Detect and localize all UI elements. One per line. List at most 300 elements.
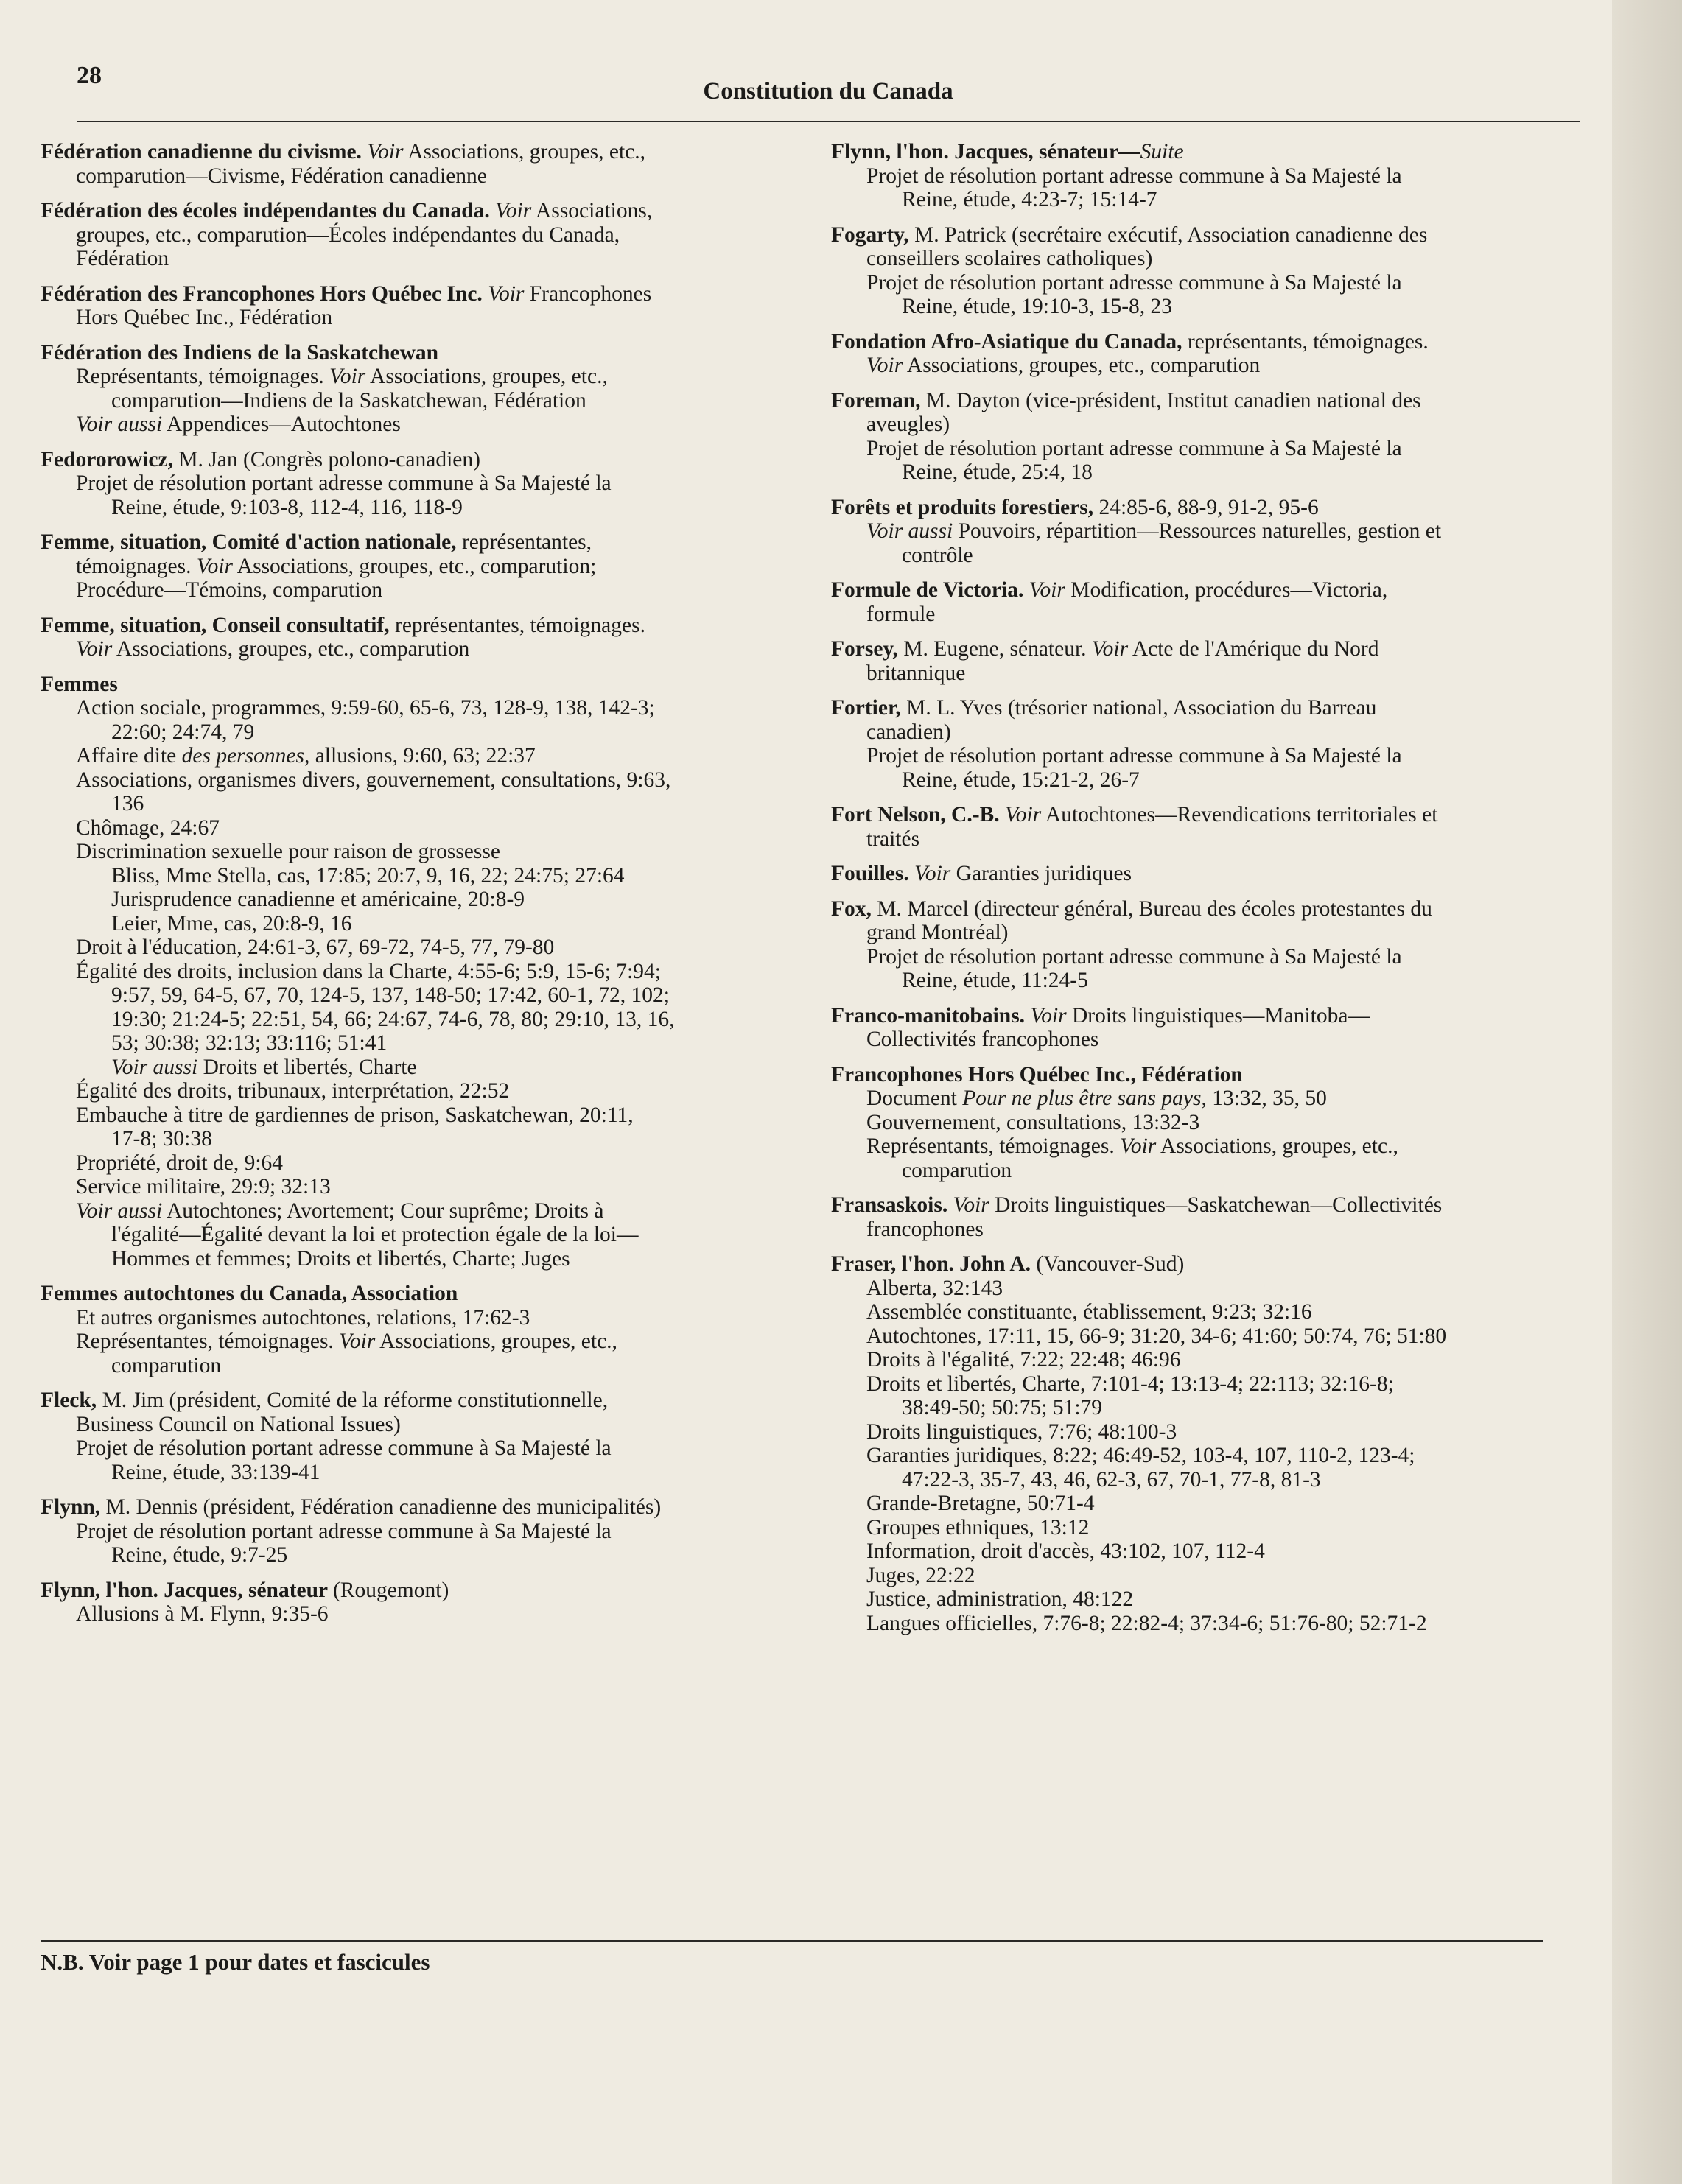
entry-text: Projet de résolution portant adresse commune à Sa Majesté la xyxy=(866,944,1402,969)
index-entry xyxy=(41,448,814,520)
index-entry xyxy=(831,578,1577,626)
index-entry-line xyxy=(41,983,814,1008)
index-entry-line xyxy=(831,1564,1577,1588)
index-entry-line xyxy=(41,1103,814,1128)
index-entry-line xyxy=(831,827,1577,852)
index-entry-line xyxy=(831,1086,1577,1111)
entry-text: Grande-Bretagne, 50:71-4 xyxy=(866,1492,1095,1515)
index-entry-line xyxy=(831,921,1577,945)
entry-heading-text: Formule de Victoria. xyxy=(831,578,1029,602)
index-entry-line xyxy=(831,164,1577,189)
cross-reference-text: Voir xyxy=(1091,637,1129,661)
entry-text: Projet de résolution portant adresse commune à Sa Majesté la xyxy=(76,1519,612,1543)
entry-heading-text: Fransaskois. xyxy=(831,1193,953,1217)
index-entry-heading-line xyxy=(41,1282,814,1306)
index-entry xyxy=(41,140,814,188)
index-entry-line xyxy=(831,412,1577,437)
entry-text: comparution—Civisme, Fédération canadienne xyxy=(76,164,487,188)
entry-text: Projet de résolution portant adresse commune à Sa Majesté la xyxy=(866,744,1402,768)
index-entry-heading-line xyxy=(831,389,1577,413)
entry-heading-text: Fédération canadienne du civisme. xyxy=(41,140,368,164)
index-entry-heading-line xyxy=(831,637,1577,661)
entry-text: Embauche à titre de gardiennes de prison, Saskatchewan, 20:11, xyxy=(76,1103,634,1127)
page-number: 28 xyxy=(77,62,102,89)
entry-text: Fédération xyxy=(76,247,169,270)
entry-text: l'égalité—Égalité devant la loi et protection égale de la loi— xyxy=(111,1223,639,1246)
index-entry-line xyxy=(831,1587,1577,1612)
entry-heading-text: Femmes xyxy=(41,672,118,696)
index-entry xyxy=(41,1282,814,1377)
cross-reference-text: Voir xyxy=(1030,1003,1067,1028)
entry-text: Associations, groupes, etc., comparution xyxy=(903,354,1261,377)
entry-text: Associations, groupes, etc., comparution; xyxy=(233,554,597,578)
index-entry xyxy=(831,1252,1577,1635)
cross-reference-text: Voir xyxy=(367,140,404,164)
entry-text: 19:30; 21:24-5; 22:51, 54, 66; 24:67, 74-6, 78, 80; 29:10, 13, 16, xyxy=(111,1007,675,1031)
entry-text: aveugles) xyxy=(866,412,950,436)
entry-text: Procédure—Témoins, comparution xyxy=(76,578,383,602)
entry-text: Droit à l'éducation, 24:61-3, 67, 69-72, 74-5, 77, 79-80 xyxy=(76,935,555,959)
entry-text: Bliss, Mme Stella, cas, 17:85; 20:7, 9, 16, 22; 24:75; 27:64 xyxy=(111,863,625,888)
entry-text: Reine, étude, 4:23-7; 15:14-7 xyxy=(902,188,1157,211)
entry-text: Discrimination sexuelle pour raison de grossesse xyxy=(76,840,500,863)
index-entry xyxy=(831,1004,1577,1052)
entry-text: Droits linguistiques—Manitoba— xyxy=(1066,1003,1370,1028)
entry-text: 22:60; 24:74, 79 xyxy=(111,720,255,744)
index-entry-line xyxy=(41,888,814,912)
entry-text: comparution xyxy=(902,1158,1012,1182)
index-entry-line xyxy=(41,555,814,579)
index-entry-line xyxy=(41,164,814,189)
index-entry xyxy=(41,530,814,603)
cross-reference-text: Voir xyxy=(196,554,234,578)
index-entry-line xyxy=(831,544,1577,568)
index-entry-line xyxy=(41,365,814,389)
index-entry-line xyxy=(831,1300,1577,1324)
entry-text: Acte de l'Amérique du Nord xyxy=(1128,637,1379,661)
entry-text: Associations, xyxy=(531,199,653,222)
index-entry-line xyxy=(41,696,814,720)
cross-reference-text: Voir xyxy=(1120,1134,1157,1158)
entry-text: 24:85-6, 88-9, 91-2, 95-6 xyxy=(1098,495,1319,519)
index-entry-heading-line xyxy=(41,530,814,555)
entry-text: Droits et libertés, Charte, 7:101-4; 13:13-4; 22:113; 32:16-8; xyxy=(866,1372,1394,1396)
index-entry-line xyxy=(831,1444,1577,1468)
index-column-right xyxy=(831,140,1577,1646)
entry-heading-text: Forêts et produits forestiers, xyxy=(831,495,1099,519)
cross-reference-text: Voir xyxy=(914,862,951,885)
index-entry-line xyxy=(41,496,814,520)
index-entry xyxy=(831,803,1577,851)
cross-reference-text: Voir xyxy=(1004,803,1042,826)
entry-text: Hommes et femmes; Droits et libertés, Charte; Juges xyxy=(111,1246,570,1271)
entry-heading-text: Fleck, xyxy=(41,1388,102,1412)
cross-reference-text: Voir aussi xyxy=(866,519,953,543)
index-entry-heading-line xyxy=(41,1388,814,1413)
cross-reference-text: Voir xyxy=(76,637,113,661)
entry-text: Allusions à M. Flynn, 9:35-6 xyxy=(76,1602,329,1626)
entry-text: comparution xyxy=(111,1353,222,1377)
index-entry-line xyxy=(41,1436,814,1461)
index-column-left xyxy=(41,140,814,1637)
entry-text: Associations, organismes divers, gouvernement, consultations, 9:63, xyxy=(76,768,671,792)
index-entry-line xyxy=(41,223,814,247)
cross-reference-text: Voir aussi xyxy=(76,412,163,436)
entry-text: 53; 30:38; 32:13; 33:116; 51:41 xyxy=(111,1031,388,1055)
index-entry-line xyxy=(41,1354,814,1378)
index-entry-line xyxy=(831,1420,1577,1444)
cross-reference-text: Pour ne plus être sans pays, xyxy=(962,1086,1207,1110)
index-entry xyxy=(831,223,1577,319)
entry-text: canadien) xyxy=(866,720,951,744)
entry-text: contrôle xyxy=(902,543,973,567)
entry-text: Associations, groupes, etc., xyxy=(375,1330,617,1353)
entry-text: Projet de résolution portant adresse commune à Sa Majesté la xyxy=(76,471,612,495)
entry-text: M. Eugene, sénateur. xyxy=(903,637,1092,661)
index-entry-line xyxy=(831,1372,1577,1397)
index-entry-heading-line xyxy=(41,448,814,472)
index-entry-line xyxy=(41,840,814,864)
entry-heading-text: Fortier, xyxy=(831,696,907,720)
cross-reference-text: des personnes, xyxy=(181,744,310,768)
entry-text: Service militaire, 29:9; 32:13 xyxy=(76,1175,331,1198)
entry-text: Groupes ethniques, 13:12 xyxy=(866,1515,1090,1539)
entry-heading-text: Flynn, l'hon. Jacques, sénateur— xyxy=(831,140,1140,164)
index-entry-line xyxy=(41,1008,814,1032)
index-entry-heading-line xyxy=(41,341,814,365)
entry-text: Associations, groupes, etc., xyxy=(365,365,608,388)
index-entry-heading-line xyxy=(831,223,1577,247)
cross-reference-text: Voir xyxy=(1029,578,1065,602)
entry-text: M. Dennis (président, Fédération canadienne des municipalités) xyxy=(105,1495,662,1519)
index-entry-line xyxy=(41,412,814,437)
entry-text: représentantes, témoignages. xyxy=(395,613,645,637)
index-entry-line xyxy=(41,1330,814,1354)
index-entry-line xyxy=(41,792,814,816)
entry-text: Document xyxy=(866,1086,963,1110)
index-entry-line xyxy=(831,1396,1577,1420)
entry-text: représentants, témoignages. xyxy=(1187,329,1429,354)
index-entry-heading-line xyxy=(831,1063,1577,1087)
entry-heading-text: Fraser, l'hon. John A. xyxy=(831,1252,1037,1276)
index-entry-heading-line xyxy=(41,140,814,164)
index-entry-heading-line xyxy=(41,282,814,306)
index-entry-line xyxy=(41,744,814,768)
entry-text: Langues officielles, 7:76-8; 22:82-4; 37:34-6; 51:76-80; 52:71-2 xyxy=(866,1611,1427,1635)
entry-text: Reine, étude, 9:103-8, 112-4, 116, 118-9 xyxy=(111,495,463,519)
index-entry-line xyxy=(41,1031,814,1056)
index-entry-line xyxy=(41,1151,814,1176)
cross-reference-text: Voir xyxy=(495,199,532,222)
entry-text: Collectivités francophones xyxy=(866,1028,1099,1051)
index-entry-line xyxy=(831,661,1577,686)
entry-text: témoignages. xyxy=(76,554,197,578)
entry-text: 47:22-3, 35-7, 43, 46, 62-3, 67, 70-1, 77-8, 81-3 xyxy=(902,1467,1321,1492)
entry-text: 38:49-50; 50:75; 51:79 xyxy=(902,1396,1103,1419)
entry-text: Reine, étude, 25:4, 18 xyxy=(902,460,1093,484)
index-entry-line xyxy=(831,945,1577,969)
cross-reference-text: Voir xyxy=(329,365,366,388)
index-entry-line xyxy=(41,768,814,793)
index-entry xyxy=(831,1063,1577,1183)
cross-reference-text: Suite xyxy=(1140,140,1184,164)
entry-text: Business Council on National Issues) xyxy=(76,1412,401,1436)
entry-text: Francophones xyxy=(524,281,652,306)
index-entry-line xyxy=(41,1079,814,1103)
index-entry-heading-line xyxy=(831,330,1577,354)
index-entry-heading-line xyxy=(831,140,1577,164)
entry-heading-text: Fogarty, xyxy=(831,222,915,247)
entry-text: Associations, groupes, etc., xyxy=(1156,1134,1398,1158)
index-entry xyxy=(41,1495,814,1567)
entry-text: Droits à l'égalité, 7:22; 22:48; 46:96 xyxy=(866,1348,1181,1372)
entry-text: Reine, étude, 19:10-3, 15-8, 23 xyxy=(902,295,1173,318)
index-entry-heading-line xyxy=(831,696,1577,720)
index-entry xyxy=(831,862,1577,886)
entry-heading-text: Fondation Afro-Asiatique du Canada, xyxy=(831,329,1188,354)
entry-text: Égalité des droits, tribunaux, interprétation, 22:52 xyxy=(76,1079,510,1103)
cross-reference-text: Voir aussi xyxy=(111,1055,198,1079)
entry-text: 13:32, 35, 50 xyxy=(1206,1086,1327,1110)
index-entry xyxy=(41,614,814,661)
index-entry-line xyxy=(41,1461,814,1485)
cross-reference-text: Voir xyxy=(866,354,903,377)
entry-heading-text: Foreman, xyxy=(831,388,926,412)
index-entry-line xyxy=(831,1028,1577,1052)
entry-heading-text: Femme, situation, Comité d'action nationale, xyxy=(41,530,462,554)
entry-text: Égalité des droits, inclusion dans la Charte, 4:55-6; 5:9, 15-6; 7:94; xyxy=(76,959,661,983)
entry-text: Justice, administration, 48:122 xyxy=(866,1587,1134,1611)
entry-text: Reine, étude, 11:24-5 xyxy=(902,969,1088,992)
entry-heading-text: Fédération des Indiens de la Saskatchewan xyxy=(41,340,439,365)
index-entry-line xyxy=(41,864,814,888)
index-entry xyxy=(831,389,1577,485)
cross-reference-text: Voir xyxy=(488,281,525,306)
index-entry-line xyxy=(831,1516,1577,1540)
index-entry-line xyxy=(831,1468,1577,1492)
index-entry-line xyxy=(41,1413,814,1437)
entry-text: Droits linguistiques, 7:76; 48:100-3 xyxy=(866,1419,1177,1444)
index-entry-line xyxy=(41,306,814,330)
header-rule xyxy=(77,121,1580,122)
entry-heading-text: Fedororowicz, xyxy=(41,447,179,471)
index-entry-line xyxy=(831,1134,1577,1159)
entry-text: Associations, groupes, etc., comparution xyxy=(112,637,470,661)
entry-text: Droits et libertés, Charte xyxy=(197,1055,417,1079)
index-entry-heading-line xyxy=(831,578,1577,603)
entry-text: Autochtones, 17:11, 15, 66-9; 31:20, 34-6; 41:60; 50:74, 76; 51:80 xyxy=(866,1324,1447,1348)
entry-text: M. Patrick (secrétaire exécutif, Association canadienne des xyxy=(914,222,1428,247)
running-title: Constitution du Canada xyxy=(703,78,953,105)
index-entry-line xyxy=(831,1539,1577,1564)
index-entry-line xyxy=(831,354,1577,378)
entry-heading-text: Fédération des Francophones Hors Québec Inc. xyxy=(41,281,488,306)
entry-text: représentantes, xyxy=(461,530,592,554)
entry-text: Projet de résolution portant adresse commune à Sa Majesté la xyxy=(866,164,1402,188)
footer-note: N.B. Voir page 1 pour dates et fascicules xyxy=(41,1949,430,1975)
index-entry-heading-line xyxy=(831,862,1577,886)
entry-text: francophones xyxy=(866,1217,984,1241)
entry-heading-text: Forsey, xyxy=(831,637,904,661)
index-entry-line xyxy=(831,1218,1577,1242)
index-entry-heading-line xyxy=(41,1579,814,1603)
index-entry-line xyxy=(831,519,1577,544)
index-entry-line xyxy=(41,1199,814,1223)
entry-text: M. Marcel (directeur général, Bureau des écoles protestantes du xyxy=(877,896,1432,921)
index-entry-line xyxy=(831,271,1577,295)
entry-heading-text: Fort Nelson, C.-B. xyxy=(831,803,1005,826)
index-entry-line xyxy=(831,188,1577,212)
index-entry-heading-line xyxy=(41,614,814,638)
entry-heading-text: Flynn, xyxy=(41,1495,106,1519)
entry-text: Hors Québec Inc., Fédération xyxy=(76,306,333,329)
index-entry-line xyxy=(831,437,1577,461)
index-entry xyxy=(831,496,1577,568)
entry-heading-text: Franco-manitobains. xyxy=(831,1003,1031,1028)
entry-text: Chômage, 24:67 xyxy=(76,815,220,840)
entry-text: Projet de résolution portant adresse commune à Sa Majesté la xyxy=(76,1436,612,1460)
entry-text: Modification, procédures—Victoria, xyxy=(1065,578,1388,602)
index-entry-heading-line xyxy=(831,1004,1577,1028)
index-entry-heading-line xyxy=(41,1495,814,1520)
entry-text: Reine, étude, 9:7-25 xyxy=(111,1543,288,1567)
entry-text: Reine, étude, 15:21-2, 26-7 xyxy=(902,768,1140,792)
index-entry xyxy=(41,1388,814,1484)
index-entry-line xyxy=(41,816,814,840)
index-entry-line xyxy=(41,1543,814,1567)
index-entry-line xyxy=(41,637,814,661)
entry-text: Gouvernement, consultations, 13:32-3 xyxy=(866,1110,1200,1134)
entry-heading-text: Femme, situation, Conseil consultatif, xyxy=(41,613,395,637)
index-entry-line xyxy=(41,389,814,413)
entry-text: Pouvoirs, répartition—Ressources naturelles, gestion et xyxy=(953,519,1442,543)
entry-text: formule xyxy=(866,602,936,626)
entry-text: M. L. Yves (trésorier national, Association du Barreau xyxy=(906,696,1377,720)
index-entry xyxy=(41,673,814,1271)
index-entry xyxy=(831,330,1577,378)
entry-text: Alberta, 32:143 xyxy=(866,1276,1003,1300)
index-entry xyxy=(831,637,1577,685)
index-entry-line xyxy=(41,578,814,603)
entry-text: Associations, groupes, etc., xyxy=(403,140,646,164)
entry-text: allusions, 9:60, 63; 22:37 xyxy=(309,744,536,768)
cross-reference-text: Voir aussi xyxy=(76,1198,163,1223)
index-entry-line xyxy=(831,1324,1577,1349)
index-entry-line xyxy=(831,1111,1577,1135)
index-entry xyxy=(41,1579,814,1626)
index-entry-line xyxy=(831,603,1577,627)
entry-text: comparution—Indiens de la Saskatchewan, Fédération xyxy=(111,388,586,412)
index-entry-line xyxy=(831,247,1577,271)
entry-text: 17-8; 30:38 xyxy=(111,1127,212,1151)
entry-text: Garanties juridiques, 8:22; 46:49-52, 103-4, 107, 110-2, 123-4; xyxy=(866,1444,1415,1467)
entry-heading-text: Flynn, l'hon. Jacques, sénateur xyxy=(41,1578,333,1602)
entry-text: britannique xyxy=(866,661,966,685)
entry-heading-text: Fouilles. xyxy=(831,862,915,885)
entry-text: (Vancouver-Sud) xyxy=(1036,1252,1185,1276)
entry-text: Jurisprudence canadienne et américaine, 20:8-9 xyxy=(111,888,525,911)
index-entry-line xyxy=(41,471,814,496)
index-entry-heading-line xyxy=(831,1193,1577,1218)
entry-text: Reine, étude, 33:139-41 xyxy=(111,1460,320,1484)
page-edge-shadow xyxy=(1612,0,1682,2184)
entry-heading-text: Francophones Hors Québec Inc., Fédération xyxy=(831,1062,1243,1086)
index-entry-line xyxy=(831,1159,1577,1183)
index-entry-heading-line xyxy=(41,673,814,697)
entry-text: Leier, Mme, cas, 20:8-9, 16 xyxy=(111,911,352,935)
entry-text: Représentantes, témoignages. xyxy=(76,1330,340,1353)
index-entry-line xyxy=(41,247,814,271)
entry-text: Autochtones—Revendications territoriales et xyxy=(1041,803,1438,826)
entry-text: Autochtones; Avortement; Cour suprême; Droits à xyxy=(162,1198,604,1223)
entry-text: Représentants, témoignages. xyxy=(866,1134,1121,1158)
entry-text: Appendices—Autochtones xyxy=(162,412,401,436)
index-entry-line xyxy=(41,1175,814,1199)
index-entry xyxy=(41,282,814,330)
entry-text: Droits linguistiques—Saskatchewan—Collectivités xyxy=(989,1193,1443,1217)
entry-text: Affaire dite xyxy=(76,744,182,768)
index-entry-line xyxy=(831,744,1577,768)
index-entry xyxy=(831,696,1577,792)
entry-text: Action sociale, programmes, 9:59-60, 65-6, 73, 128-9, 138, 142-3; xyxy=(76,696,655,720)
index-entry-line xyxy=(831,1348,1577,1372)
cross-reference-text: Voir xyxy=(953,1193,989,1217)
entry-text: 136 xyxy=(111,792,144,815)
entry-text: Projet de résolution portant adresse commune à Sa Majesté la xyxy=(866,436,1402,460)
footer-rule xyxy=(41,1940,1543,1942)
entry-text: Propriété, droit de, 9:64 xyxy=(76,1151,284,1175)
index-entry-line xyxy=(41,1602,814,1626)
cross-reference-text: Voir xyxy=(339,1330,376,1353)
entry-text: 9:57, 59, 64-5, 67, 70, 124-5, 137, 148-50; 17:42, 60-1, 72, 102; xyxy=(111,983,670,1007)
index-entry-line xyxy=(831,768,1577,793)
index-entry-heading-line xyxy=(831,897,1577,921)
index-entry xyxy=(831,140,1577,212)
entry-text: M. Jan (Congrès polono-canadien) xyxy=(178,447,480,471)
index-entry-line xyxy=(831,1492,1577,1516)
entry-text: Information, droit d'accès, 43:102, 107, 112-4 xyxy=(866,1539,1265,1563)
page-header xyxy=(77,62,1580,106)
index-entry-line xyxy=(41,1306,814,1330)
index-entry-heading-line xyxy=(831,496,1577,520)
index-entry xyxy=(41,199,814,271)
index-entry-line xyxy=(41,912,814,936)
entry-text: conseillers scolaires catholiques) xyxy=(866,247,1153,270)
entry-text: groupes, etc., comparution—Écoles indépendantes du Canada, xyxy=(76,222,620,247)
entry-text: M. Jim (président, Comité de la réforme constitutionnelle, xyxy=(102,1388,609,1412)
index-entry-heading-line xyxy=(41,199,814,223)
index-entry-line xyxy=(41,1520,814,1544)
entry-text: Garanties juridiques xyxy=(950,862,1132,885)
entry-text: Juges, 22:22 xyxy=(866,1563,975,1587)
entry-heading-text: Fédération des écoles indépendantes du Canada. xyxy=(41,199,496,222)
index-entry xyxy=(831,1193,1577,1241)
index-entry-line xyxy=(831,295,1577,319)
entry-text: grand Montréal) xyxy=(866,921,1009,944)
index-entry-heading-line xyxy=(831,803,1577,827)
entry-text: Représentants, témoignages. xyxy=(76,365,330,388)
entry-heading-text: Fox, xyxy=(831,896,877,921)
entry-text: traités xyxy=(866,826,920,851)
entry-text: Projet de résolution portant adresse commune à Sa Majesté la xyxy=(866,270,1402,295)
entry-heading-text: Femmes autochtones du Canada, Association xyxy=(41,1282,458,1305)
index-entry-line xyxy=(41,960,814,984)
index-entry-heading-line xyxy=(831,1252,1577,1277)
index-entry-line xyxy=(41,935,814,960)
index-entry xyxy=(41,341,814,437)
index-entry-line xyxy=(831,1612,1577,1636)
index-entry-line xyxy=(831,720,1577,745)
